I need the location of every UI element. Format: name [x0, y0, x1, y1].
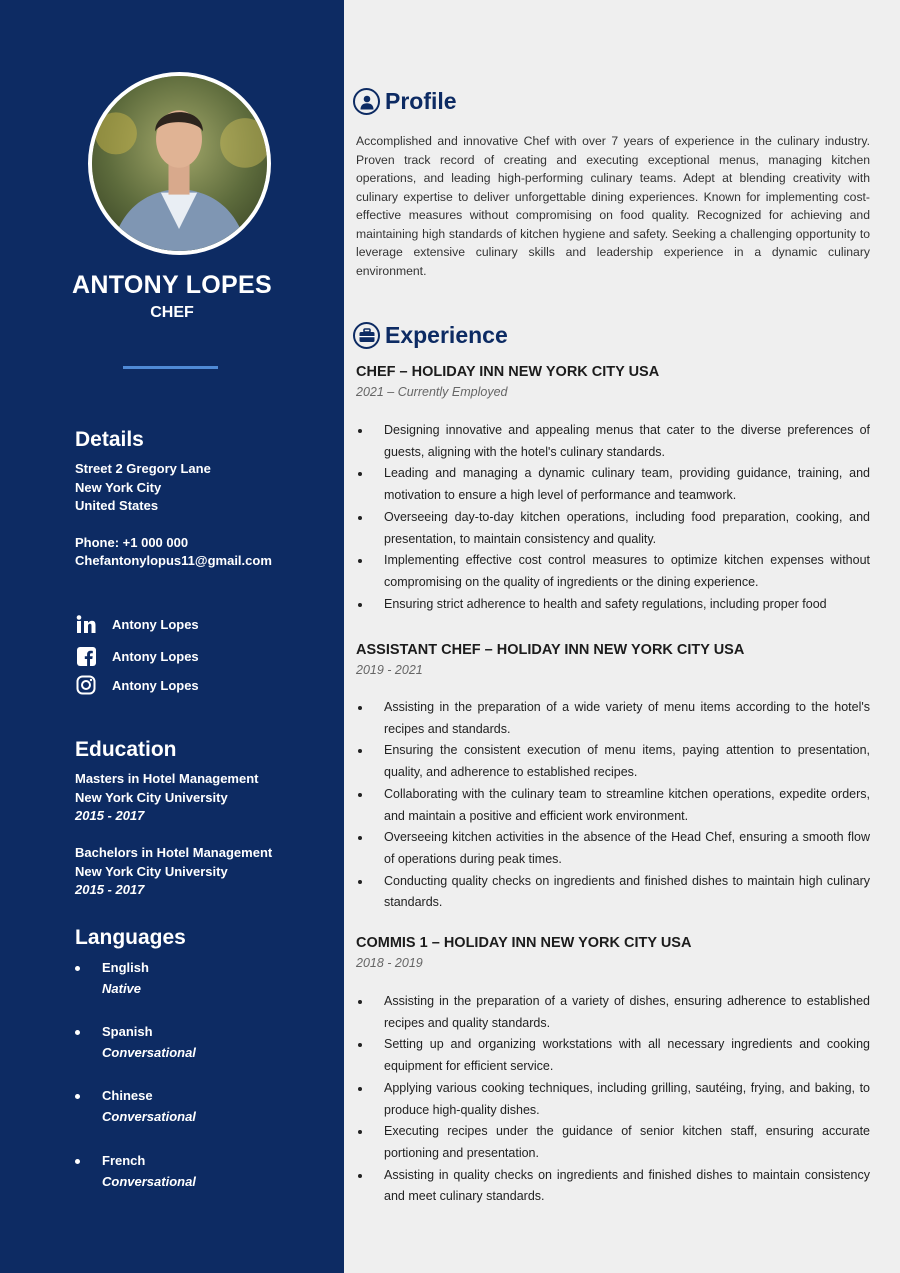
profile-photo: [88, 72, 271, 255]
address-line: Street 2 Gregory Lane: [75, 461, 211, 476]
job-dates: 2019 - 2021: [356, 663, 423, 677]
job-bullets: [356, 697, 870, 914]
job-title: ASSISTANT CHEF – HOLIDAY INN NEW YORK CITY USA: [356, 642, 745, 658]
details-heading: Details: [75, 428, 144, 451]
person-role: CHEF: [150, 304, 194, 321]
facebook-label: Antony Lopes: [112, 648, 199, 664]
education-school: New York City University: [75, 789, 228, 805]
language-level: Conversational: [102, 1174, 196, 1189]
profile-summary: Accomplished and innovative Chef with over 7 years of experience in the culinary industry. Proven track record of creating and executing exceptional menus, managing kitchen operations, and leading high-performing culinary teams. Adept at blending creativity with culinary expertise to deliver unforgettable dining experiences. Known for implementing cost-effective measures without compromising on food quality. Recognized for achieving and maintaining high standards of kitchen hygiene and safety. Seeking a challenging opportunity to leverage extensive culinary skills and leadership experience in a dynamic culinary environment.: [356, 134, 870, 278]
language-name: French: [102, 1153, 146, 1168]
language-name: Spanish: [102, 1024, 153, 1039]
briefcase-icon: [353, 322, 380, 349]
job-dates: 2018 - 2019: [356, 956, 423, 970]
facebook-link[interactable]: [75, 645, 199, 667]
education-degree: Bachelors in Hotel Management: [75, 845, 273, 860]
bullet-dot: [75, 966, 80, 971]
education-years: 2015 - 2017: [75, 808, 145, 823]
profile-heading: Profile: [385, 88, 457, 114]
language-name: English: [102, 960, 149, 975]
person-icon: [353, 88, 380, 115]
list-item: Overseeing kitchen activities in the absence of the Head Chef, ensuring a smooth flow of operations during peak times.: [356, 827, 870, 870]
language-level: Conversational: [102, 1109, 196, 1124]
list-item: Implementing effective cost control measures to optimize kitchen expenses without compromising on the quality of ingredients or the dining experience.: [356, 550, 870, 593]
education-degree: Masters in Hotel Management: [75, 771, 259, 786]
linkedin-icon: [75, 613, 97, 635]
list-item: Applying various cooking techniques, including grilling, sautéing, frying, and baking, to produce high-quality dishes.: [356, 1078, 870, 1121]
profile-section-header: [353, 88, 457, 115]
experience-section-header: [353, 322, 508, 349]
languages-heading: Languages: [75, 926, 186, 949]
list-item: Ensuring the consistent execution of menu items, paying attention to presentation, quality, and adherence to established recipes.: [356, 740, 870, 783]
linkedin-link[interactable]: [75, 613, 199, 635]
job-bullets: [356, 420, 870, 615]
job-dates: 2021 – Currently Employed: [356, 385, 508, 399]
list-item: Overseeing day-to-day kitchen operations, including food preparation, cooking, and presentation, to maintain consistency and quality.: [356, 507, 870, 550]
email-text: Chefantonylopus11@gmail.com: [75, 553, 272, 568]
list-item: Executing recipes under the guidance of senior kitchen staff, ensuring accurate portioning and presentation.: [356, 1121, 870, 1164]
address-line: New York City: [75, 479, 162, 495]
list-item: Ensuring strict adherence to health and safety regulations, including proper food: [356, 594, 870, 616]
list-item: Leading and managing a dynamic culinary team, providing guidance, training, and motivation to ensure a high level of performance and teamwork.: [356, 463, 870, 506]
phone-text: Phone: +1 000 000: [75, 535, 189, 550]
job-title: CHEF – HOLIDAY INN NEW YORK CITY USA: [356, 364, 660, 380]
experience-heading: Experience: [385, 322, 508, 348]
job-bullets: [356, 991, 870, 1208]
person-name: ANTONY LOPES: [72, 271, 272, 299]
list-item: Conducting quality checks on ingredients and finished dishes to maintain high culinary standards.: [356, 871, 870, 914]
instagram-label: Antony Lopes: [112, 677, 199, 693]
bullet-dot: [75, 1094, 80, 1099]
education-years: 2015 - 2017: [75, 882, 145, 897]
sidebar: [0, 0, 344, 1273]
instagram-link[interactable]: [75, 674, 199, 696]
language-name: Chinese: [102, 1088, 153, 1103]
address-line: United States: [75, 498, 159, 513]
list-item: Assisting in the preparation of a variety of dishes, ensuring adherence to established recipes and quality standards.: [356, 991, 870, 1034]
instagram-icon: [75, 674, 97, 696]
list-item: Setting up and organizing workstations with all necessary ingredients and cooking equipment for efficient service.: [356, 1034, 870, 1077]
language-level: Native: [102, 981, 142, 996]
list-item: Assisting in the preparation of a wide variety of menu items according to the hotel's recipes and standards.: [356, 697, 870, 740]
job-title: COMMIS 1 – HOLIDAY INN NEW YORK CITY USA: [356, 935, 692, 951]
linkedin-label: Antony Lopes: [112, 616, 199, 632]
language-level: Conversational: [102, 1045, 196, 1060]
name-divider: [123, 366, 218, 369]
list-item: Designing innovative and appealing menus that cater to the diverse preferences of guests, aligning with the hotel's culinary standards.: [356, 420, 870, 463]
bullet-dot: [75, 1030, 80, 1035]
facebook-icon: [75, 645, 97, 667]
list-item: Assisting in quality checks on ingredients and finished dishes to maintain consistency and meet culinary standards.: [356, 1165, 870, 1208]
bullet-dot: [75, 1159, 80, 1164]
main-content: [344, 0, 900, 1273]
education-school: New York City University: [75, 863, 228, 879]
list-item: Collaborating with the culinary team to streamline kitchen operations, expedite orders, and maintain a positive and efficient work environment.: [356, 784, 870, 827]
education-heading: Education: [75, 738, 177, 761]
